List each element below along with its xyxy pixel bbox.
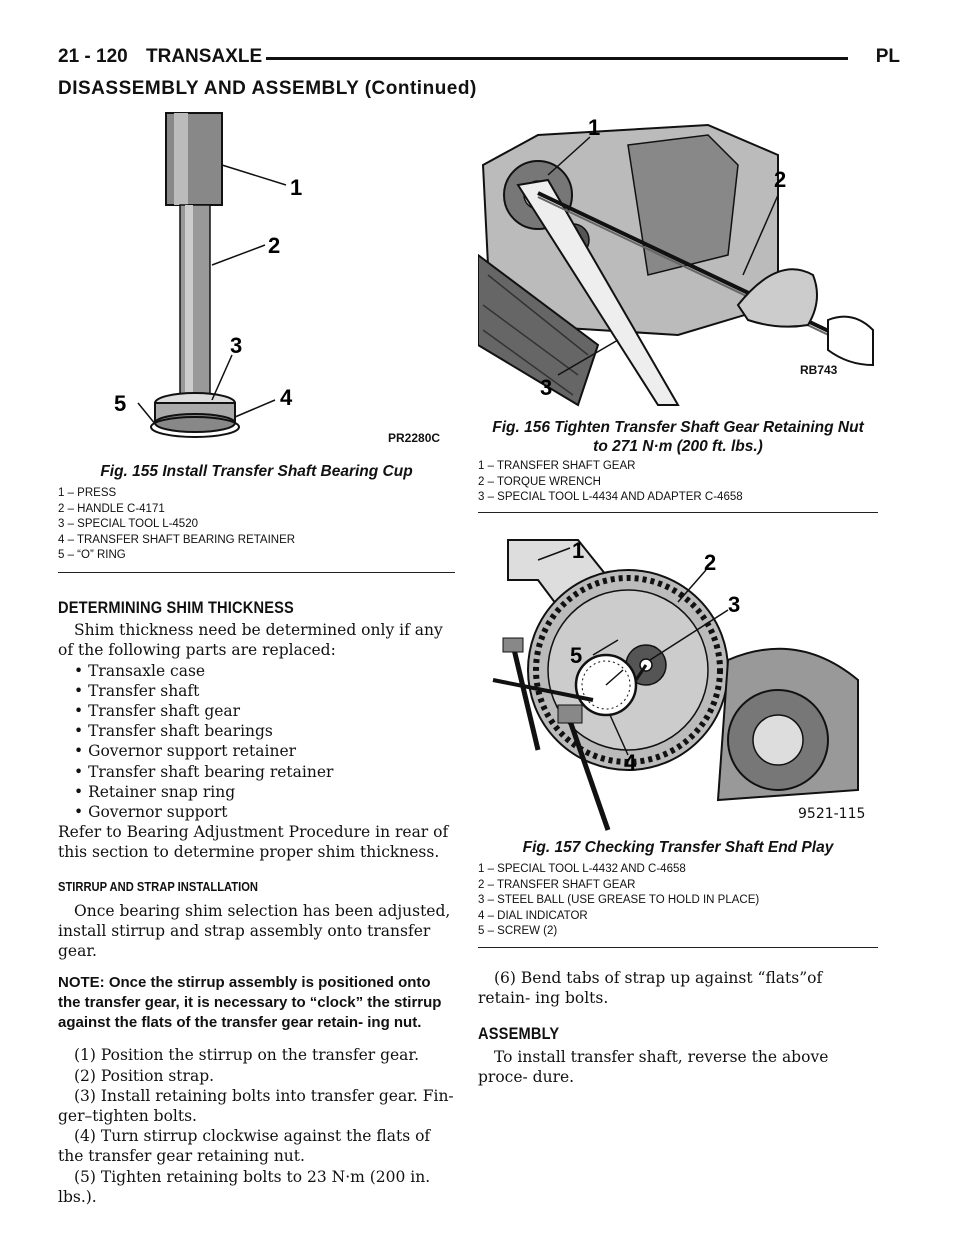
fig157-legend xyxy=(478,862,759,940)
section-title: TRANSAXLE xyxy=(146,46,263,67)
figure-156-illustration xyxy=(478,105,878,415)
fig155-callout-2: 2 xyxy=(268,233,281,258)
shim-outro: Refer to Bearing Adjustment Procedure in rear of this section to determine proper shim thickness. xyxy=(58,823,449,862)
legend-item: 5 – “O” RING xyxy=(58,549,126,562)
stirrup-heading: STIRRUP AND STRAP INSTALLATION xyxy=(58,878,259,894)
stirrup-note: NOTE: Once the stirrup assembly is positioned onto the transfer gear, it is necessary to “clock” the stirrup against the flats of the transfer gear retain- ing nut. xyxy=(58,974,442,1032)
page-number: 21 - 120 xyxy=(58,46,128,67)
fig156-caption-line2: to 271 N·m (200 ft. lbs.) xyxy=(593,438,763,455)
list-item: • Transfer shaft bearing retainer xyxy=(74,762,334,781)
figure-155-illustration xyxy=(100,105,450,460)
fig157-callout-2: 2 xyxy=(704,550,717,575)
legend-item: 2 – TRANSFER SHAFT GEAR xyxy=(478,878,636,891)
fig155-code: PR2280C xyxy=(388,431,441,445)
assembly-heading: ASSEMBLY xyxy=(478,1024,560,1044)
fig157-callout-1: 1 xyxy=(572,538,585,563)
shim-bullet-list xyxy=(58,661,455,823)
legend-item: 3 – STEEL BALL (USE GREASE TO HOLD IN PLACE) xyxy=(478,894,760,907)
legend-item: 3 – SPECIAL TOOL L-4434 AND ADAPTER C-4658 xyxy=(478,491,743,504)
fig155-callout-4: 4 xyxy=(280,385,293,410)
fig156-rule xyxy=(478,512,878,513)
list-item: • Transaxle case xyxy=(74,661,206,680)
fig156-caption-line1: Fig. 156 Tighten Transfer Shaft Gear Retaining Nut xyxy=(492,419,864,436)
fig156-callout-3: 3 xyxy=(540,375,553,400)
legend-item: 4 – DIAL INDICATOR xyxy=(478,909,588,922)
fig157-rule xyxy=(478,947,878,948)
figure-157-illustration xyxy=(478,530,878,838)
list-item: • Transfer shaft xyxy=(74,681,200,700)
step-4: (4) Turn stirrup clockwise against the flats of the transfer gear retaining nut. xyxy=(58,1127,431,1166)
fig157-callout-5: 5 xyxy=(570,643,583,668)
continued-title: DISASSEMBLY AND ASSEMBLY (Continued) xyxy=(58,78,477,99)
step-6: (6) Bend tabs of strap up against “flats”of retain- ing bolts. xyxy=(478,969,823,1008)
step-1: (1) Position the stirrup on the transfer gear. xyxy=(74,1046,420,1065)
header-rule xyxy=(266,57,848,60)
stirrup-intro: Once bearing shim selection has been adjusted, install stirrup and strap assembly onto transfer gear. xyxy=(58,901,451,961)
legend-item: 2 – TORQUE WRENCH xyxy=(478,475,601,488)
fig155-callout-1: 1 xyxy=(290,175,303,200)
legend-item: 1 – TRANSFER SHAFT GEAR xyxy=(478,460,636,472)
legend-item: 5 – SCREW (2) xyxy=(478,925,558,938)
fig156-caption xyxy=(478,418,878,456)
stirrup-steps xyxy=(58,1045,455,1207)
fig157-callout-3: 3 xyxy=(728,592,741,617)
page-header xyxy=(58,46,900,74)
list-item: • Governor support retainer xyxy=(74,742,297,761)
model-code: PL xyxy=(875,46,900,67)
legend-item: 1 – SPECIAL TOOL L-4432 AND C-4658 xyxy=(478,863,686,875)
fig157-caption: Fig. 157 Checking Transfer Shaft End Play xyxy=(522,839,834,856)
fig155-callout-3: 3 xyxy=(230,333,243,358)
list-item: • Governor support xyxy=(74,803,228,822)
fig156-code: RB743 xyxy=(800,363,838,377)
fig155-callout-5: 5 xyxy=(114,391,127,416)
fig156-legend xyxy=(478,459,743,506)
list-item: • Transfer shaft bearings xyxy=(74,722,273,741)
fig155-rule xyxy=(58,572,455,573)
left-column-text xyxy=(58,598,455,1207)
fig156-callout-1: 1 xyxy=(588,115,601,140)
step-5: (5) Tighten retaining bolts to 23 N·m (200 in. lbs.). xyxy=(58,1167,431,1206)
fig155-legend xyxy=(58,486,295,564)
shim-intro: Shim thickness need be determined only if any of the following parts are replaced: xyxy=(58,621,443,660)
legend-item: 2 – HANDLE C-4171 xyxy=(58,502,165,515)
list-item: • Transfer shaft gear xyxy=(74,702,241,721)
shim-heading: DETERMINING SHIM THICKNESS xyxy=(58,598,294,617)
assembly-text: To install transfer shaft, reverse the above proce- dure. xyxy=(478,1047,829,1086)
fig155-caption: Fig. 155 Install Transfer Shaft Bearing Cup xyxy=(100,463,413,480)
fig157-code: 9521-115 xyxy=(798,806,866,822)
right-column-text xyxy=(478,968,878,1087)
legend-item: 3 – SPECIAL TOOL L-4520 xyxy=(58,518,198,531)
step-3: (3) Install retaining bolts into transfer gear. Fin- ger–tighten bolts. xyxy=(58,1086,454,1126)
step-2: (2) Position strap. xyxy=(74,1066,215,1085)
legend-item: 1 – PRESS xyxy=(58,487,117,499)
fig157-callout-4: 4 xyxy=(624,750,637,775)
legend-item: 4 – TRANSFER SHAFT BEARING RETAINER xyxy=(58,533,296,546)
list-item: • Retainer snap ring xyxy=(74,782,236,801)
fig156-callout-2: 2 xyxy=(774,167,787,192)
